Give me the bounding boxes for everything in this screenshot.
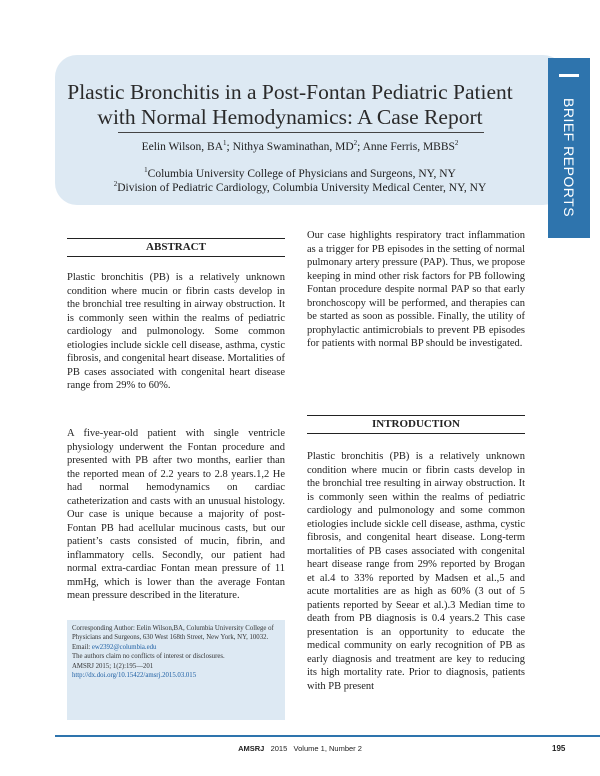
author-3: Anne Ferris, MBBS$^2$ bbox=[362, 139, 459, 153]
author-list: Eelin Wilson, $BA^1$; Nithya Swaminathan, $MD^2$; Anne Ferris, MBBS$^2$ bbox=[141, 139, 459, 153]
doi-link[interactable]: http://dx.doi.org/10.15422/amsrj.2015.03.015 bbox=[72, 672, 197, 680]
affiliation-2: $^2$Division of Pediatric Cardiology, Columbia University Medical Center, NY, NY bbox=[113, 180, 487, 194]
introduction-heading: INTRODUCTION bbox=[307, 415, 525, 434]
article-title bbox=[40, 80, 540, 130]
abstract-paragraph-3: Our case highlights respiratory tract inflammation as a trigger for PB episodes in the setting of normal pulmonary artery pressure (PAP). Thus, we propose keeping in mind other risk factors for PB following Fontan procedure despite normal PAP so that early bronchoscopy will be performed, and therapies can be started as soon as possible. Finally, the utility of prophylactic antimicrobials to prevent PB episodes for patients with normal BP should be investigated. bbox=[307, 230, 525, 349]
journal-name: AMSRJ bbox=[238, 744, 265, 753]
side-tab-bar bbox=[559, 74, 579, 77]
title-line-2: with Normal Hemodynamics: A Case Report bbox=[97, 105, 483, 129]
running-footer bbox=[0, 744, 600, 753]
abstract-paragraph-1: Plastic bronchitis (PB) is a relatively unknown condition where mucin or fibrin casts develop in the bronchial tree resulting in airway obstruction. It is commonly seen within the realms of pediatric cardiology and pulmonology. Some common etiologies include sickle cell disease, asthma, cystic fibrosis, and congenital heart disease. Mortalities of PB cases associated with congenital heart disease range from 29% to 60%. bbox=[67, 272, 285, 391]
title-divider bbox=[118, 132, 484, 133]
introduction-paragraph-1: Plastic bronchitis (PB) is a relatively unknown condition where mucin or fibrin casts develop in the bronchial tree resulting in airway obstruction. It is commonly seen within the realms of pediatric cardiology and pulmonology and some common etiologies include sickle cell disease, asthma, cystic fibrosis, and congenital heart disease. Long-term mortalities of PB cases associated with congenital heart disease range from 29% reported by Brogan et al.4 to 33% reported by Madsen et al.,5 and acute mortalities are as high as 60% (3 out of 5 patients reported by Seear et al.).3 Median time to death from PB diagnosis is 0.4 years.2 This case presentation is an opportunity to educate the medical community on early recognition of PB as early diagnosis and treatment are key to reducing its high mortality rate. Prior to diagnosis, patients with PB present bbox=[307, 451, 525, 692]
footer-divider bbox=[55, 735, 600, 737]
section-side-tab bbox=[548, 58, 590, 238]
footer-volume: Volume 1, Number 2 bbox=[293, 744, 362, 753]
abstract-paragraph-2: A five-year-old patient with single ventricle physiology underwent the Fontan procedure and presented with PB after two months, earlier than the reported mean of 2.2 years to 2.8 years.1,2 He had normal hemodynamics on cardiac catheterization and casts with an unusual histology. Our case is unique because a majority of post-Fontan PB had acellular mucinous casts, but our patient’s casts consisted of mucin, fibrin, and inflammatory cells. Secondly, our patient had normal extra-cardiac Fontan mean pressure of 11 mmHg, which is lower than the average Fontan mean pressure described in the literature. bbox=[67, 428, 285, 601]
author-1: Eelin Wilson, $BA^1$ bbox=[141, 139, 227, 153]
affiliation-1: $^1$Columbia University College of Physicians and Surgeons, NY, NY bbox=[144, 166, 456, 180]
correspondence-box bbox=[67, 620, 285, 720]
citation: AMSRJ 2015; 1(2):195—201 bbox=[72, 662, 154, 670]
abstract-heading: ABSTRACT bbox=[67, 238, 285, 257]
footer-year: 2015 bbox=[270, 744, 288, 753]
email-line: Email: ew2392@columbia.edu bbox=[72, 643, 157, 651]
conflicts-statement: The authors claim no conflicts of interest or disclosures. bbox=[72, 653, 225, 661]
side-tab-label: BRIEF REPORTS bbox=[561, 98, 577, 218]
corresponding-author: Corresponding Author: Eelin Wilson,BA, Columbia University College of Physicians and Surgeons, 630 West 168th Street, New York, NY, 10032. bbox=[72, 625, 274, 642]
author-2: Nithya Swaminathan, $MD^2$ bbox=[232, 139, 358, 153]
email-link[interactable]: ew2392@columbia.edu bbox=[91, 643, 157, 651]
title-line-1: Plastic Bronchitis in a Post-Fontan Pediatric Patient bbox=[67, 80, 513, 104]
affiliations bbox=[40, 167, 560, 195]
page-number: 195 bbox=[552, 744, 566, 753]
